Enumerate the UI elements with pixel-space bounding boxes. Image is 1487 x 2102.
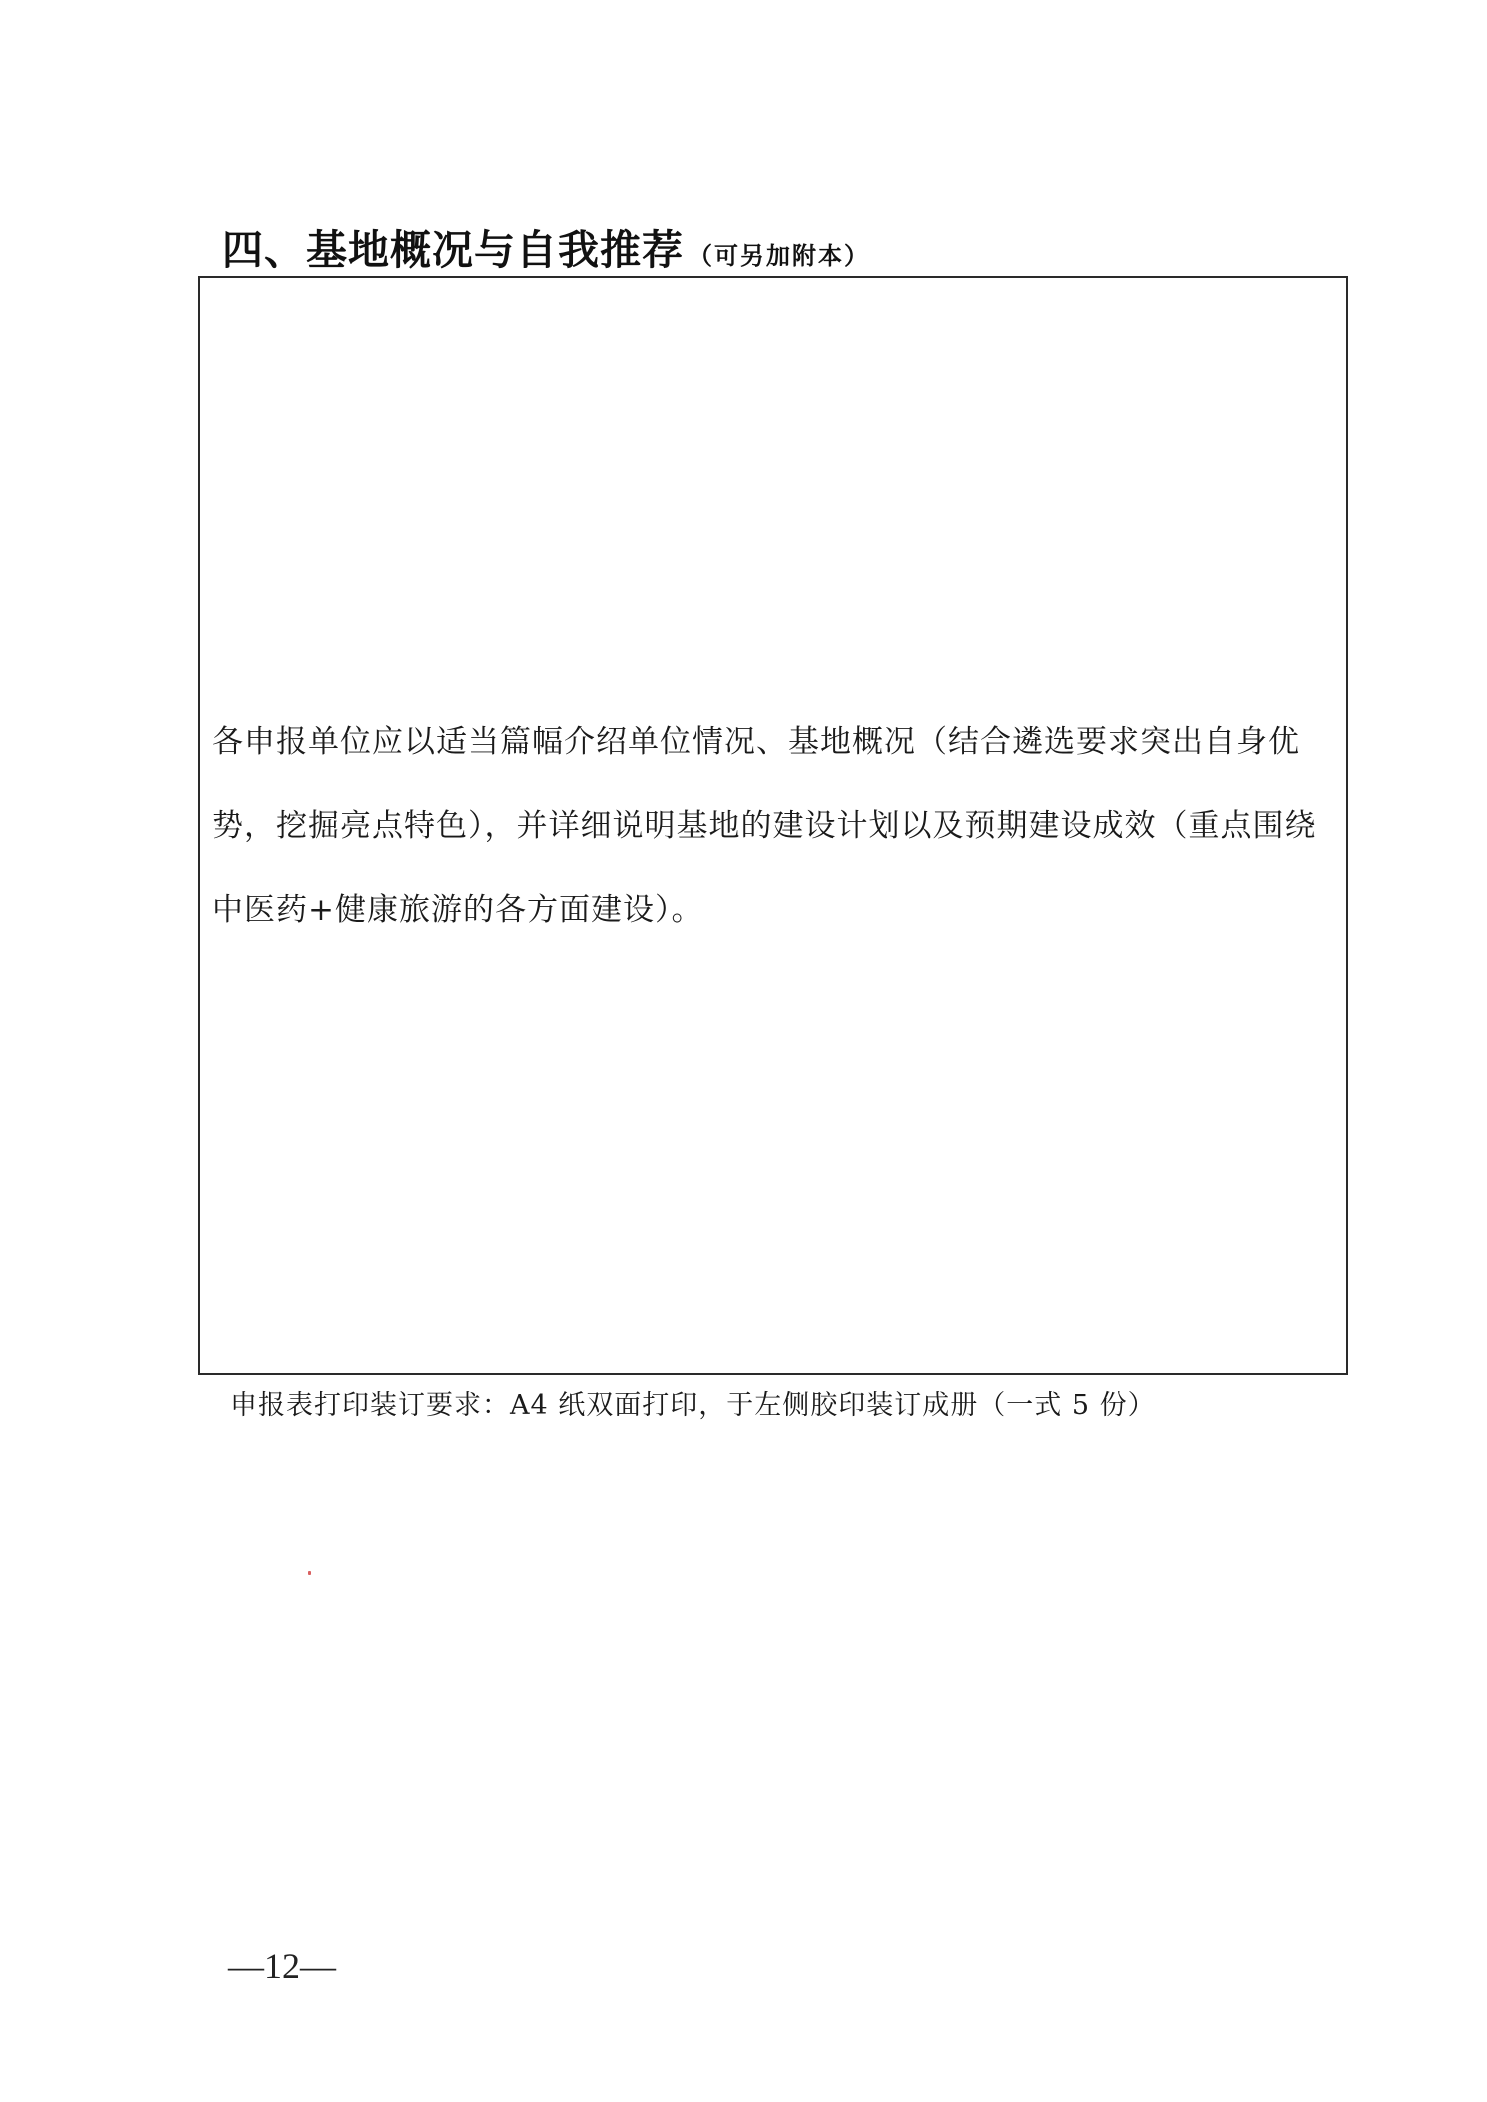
- instruction-text: 各申报单位应以适当篇幅介绍单位情况、基地概况（结合遴选要求突出自身优势，挖掘亮点特色），并详细说明基地的建设计划以及预期建设成效（重点围绕中医药+健康旅游的各方面建设）。: [212, 724, 1317, 928]
- scan-artifact-mark: [308, 1571, 311, 1575]
- print-binding-note: 申报表打印装订要求：A4 纸双面打印，于左侧胶印装订成册（一式 5 份）: [230, 1390, 1156, 1421]
- section-title: 四、基地概况与自我推荐: [222, 226, 684, 274]
- section-note: （可另加附本）: [688, 242, 870, 270]
- page-number: —12—: [228, 1946, 336, 1986]
